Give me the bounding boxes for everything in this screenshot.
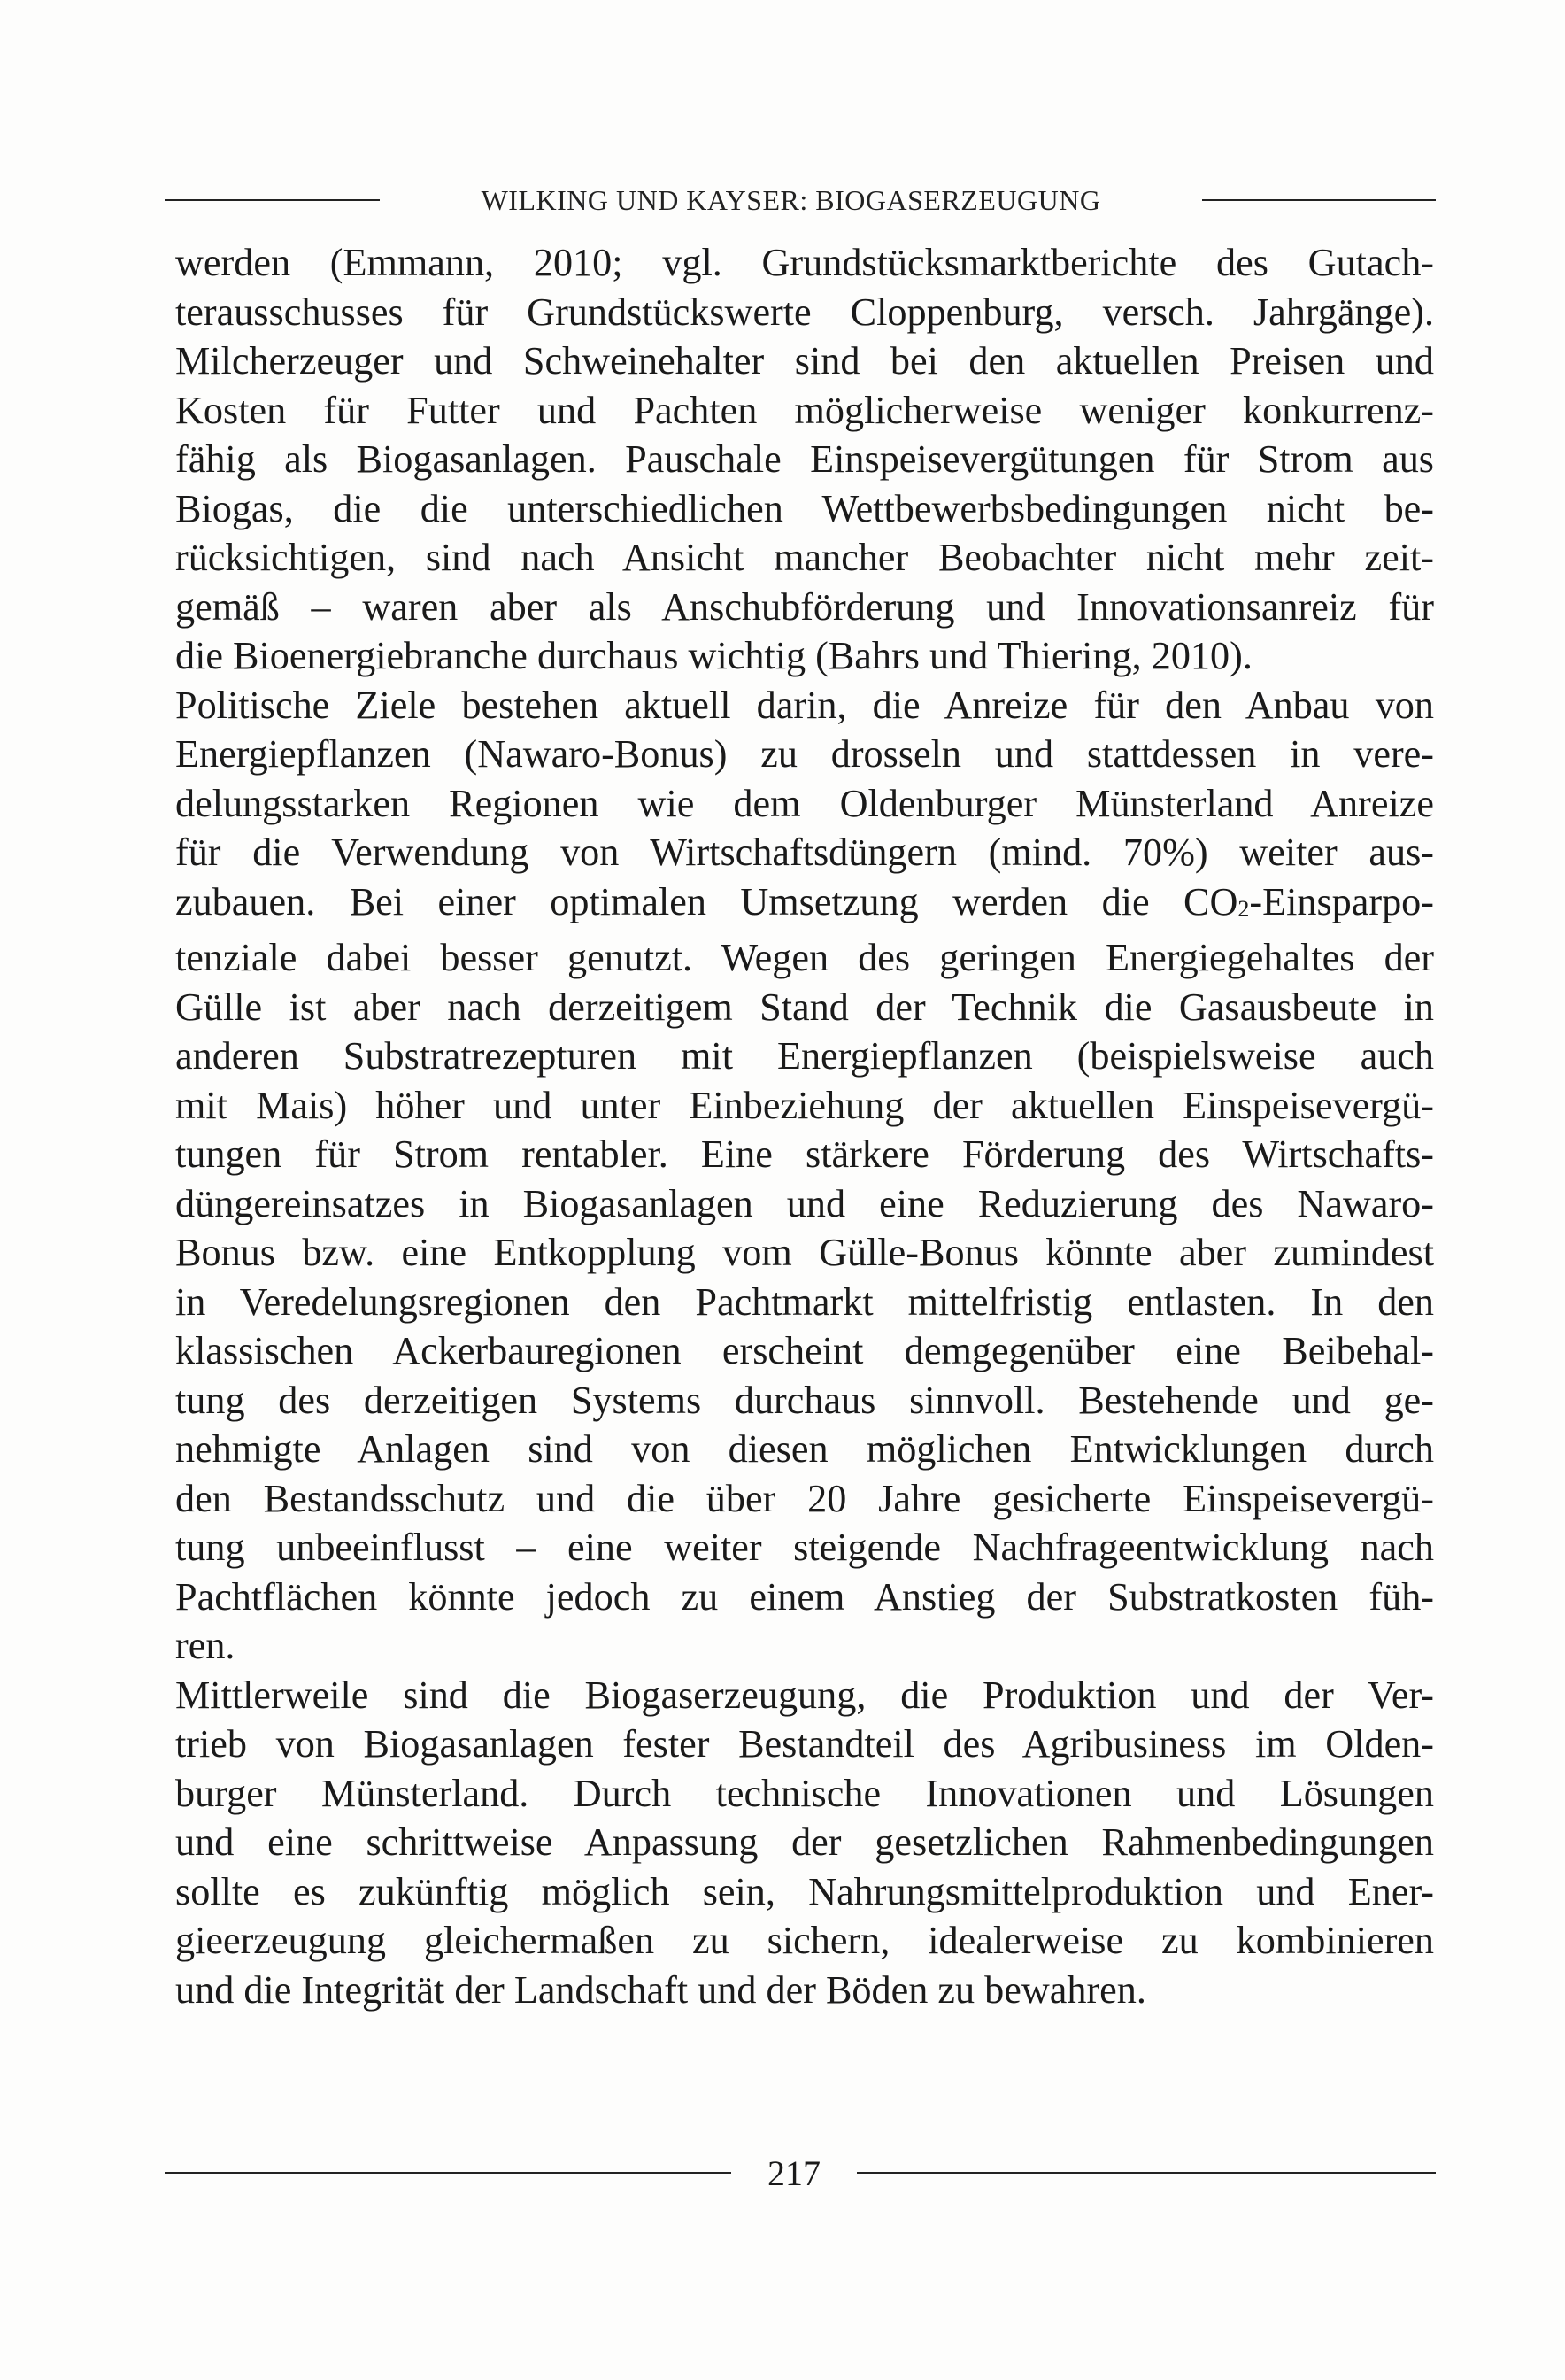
text-line: und die Integrität der Landschaft und der Böden zu bewahren.	[175, 1967, 1146, 2012]
header-rule-right	[1202, 199, 1436, 201]
text-line: tung des derzeitigen Systems durchaus sinnvoll. Bestehende und ge-	[175, 1378, 1434, 1422]
text-line: klassischen Ackerbauregionen erscheint demgegenüber eine Beibehal-	[175, 1329, 1434, 1372]
text-line: Biogas, die die unterschiedlichen Wettbewerbsbedingungen nicht be-	[175, 486, 1434, 530]
text-line: Energiepflanzen (Nawaro-Bonus) zu drosseln und stattdessen in vere-	[175, 732, 1434, 776]
text-fragment: -Einsparpo-	[1249, 879, 1434, 923]
text-line: trieb von Biogasanlagen fester Bestandteil des Agribusiness im Olden-	[175, 1722, 1434, 1766]
text-line: gieerzeugung gleichermaßen zu sichern, idealerweise zu kombinieren	[175, 1919, 1434, 1962]
page-footer	[165, 2146, 1436, 2199]
text-line: gemäß – waren aber als Anschubförderung und Innovationsanreiz für	[175, 584, 1434, 629]
body-text	[175, 238, 1434, 2014]
text-line: und eine schrittweise Anpassung der gesetzlichen Rahmenbedingungen	[175, 1820, 1434, 1864]
text-line: werden (Emmann, 2010; vgl. Grundstücksmarktberichte des Gutach-	[175, 241, 1434, 284]
co2-subscript: 2	[1237, 895, 1250, 922]
footer-rule-right	[857, 2172, 1436, 2174]
text-line: burger Münsterland. Durch technische Innovationen und Lösungen	[175, 1771, 1434, 1815]
text-line-co2	[175, 877, 1434, 934]
running-header	[165, 175, 1436, 225]
running-header-title: WILKING UND KAYSER: BIOGASERZEUGUNG	[481, 183, 1101, 216]
text-line: Mittlerweile sind die Biogaserzeugung, die Produktion und der Ver-	[175, 1673, 1434, 1717]
text-line: Bonus bzw. eine Entkopplung vom Gülle-Bonus könnte aber zumindest	[175, 1231, 1434, 1274]
text-line: den Bestandsschutz und die über 20 Jahre gesicherte Einspeisevergü-	[175, 1476, 1434, 1520]
text-line: Milcherzeuger und Schweinehalter sind bei den aktuellen Preisen und	[175, 339, 1434, 382]
text-fragment: zubauen. Bei einer optimalen Umsetzung werden die CO	[175, 879, 1238, 923]
text-line: rücksichtigen, sind nach Ansicht mancher Beobachter nicht mehr zeit-	[175, 536, 1434, 579]
text-line: nehmigte Anlagen sind von diesen möglichen Entwicklungen durch	[175, 1427, 1434, 1471]
text-line: Kosten für Futter und Pachten möglicherweise weniger konkurrenz-	[175, 388, 1434, 432]
text-line: für die Verwendung von Wirtschaftsdüngern (mind. 70%) weiter aus-	[175, 831, 1434, 874]
text-line: Pachtflächen könnte jedoch zu einem Anstieg der Substratkosten füh-	[175, 1574, 1434, 1619]
page-number: 217	[767, 2152, 821, 2193]
text-line: terausschusses für Grundstückswerte Cloppenburg, versch. Jahrgänge).	[175, 290, 1434, 334]
text-line: Politische Ziele bestehen aktuell darin, die Anreize für den Anbau von	[175, 683, 1434, 727]
text-line: die Bioenergiebranche durchaus wichtig (Bahrs und Thiering, 2010).	[175, 634, 1253, 677]
text-line: Gülle ist aber nach derzeitigem Stand der Technik die Gasausbeute in	[175, 985, 1434, 1029]
text-line: ren.	[175, 1624, 235, 1667]
text-line: mit Mais) höher und unter Einbeziehung der aktuellen Einspeisevergü-	[175, 1083, 1434, 1127]
footer-rule-left	[165, 2172, 731, 2174]
text-line: sollte es zukünftig möglich sein, Nahrungsmittelproduktion und Ener-	[175, 1869, 1434, 1913]
text-line: tenziale dabei besser genutzt. Wegen des geringen Energiegehaltes der	[175, 936, 1434, 979]
text-line: tungen für Strom rentabler. Eine stärkere Förderung des Wirtschafts-	[175, 1132, 1434, 1176]
text-line: anderen Substratrezepturen mit Energiepflanzen (beispielsweise auch	[175, 1034, 1434, 1078]
text-line: tung unbeeinflusst – eine weiter steigende Nachfrageentwicklung nach	[175, 1526, 1434, 1569]
text-line: düngereinsatzes in Biogasanlagen und eine Reduzierung des Nawaro-	[175, 1181, 1434, 1225]
text-line: delungsstarken Regionen wie dem Oldenburger Münsterland Anreize	[175, 781, 1434, 825]
header-rule-left	[165, 199, 380, 201]
text-line: fähig als Biogasanlagen. Pauschale Einspeisevergütungen für Strom aus	[175, 437, 1434, 481]
text-line: in Veredelungsregionen den Pachtmarkt mittelfristig entlasten. In den	[175, 1279, 1434, 1324]
